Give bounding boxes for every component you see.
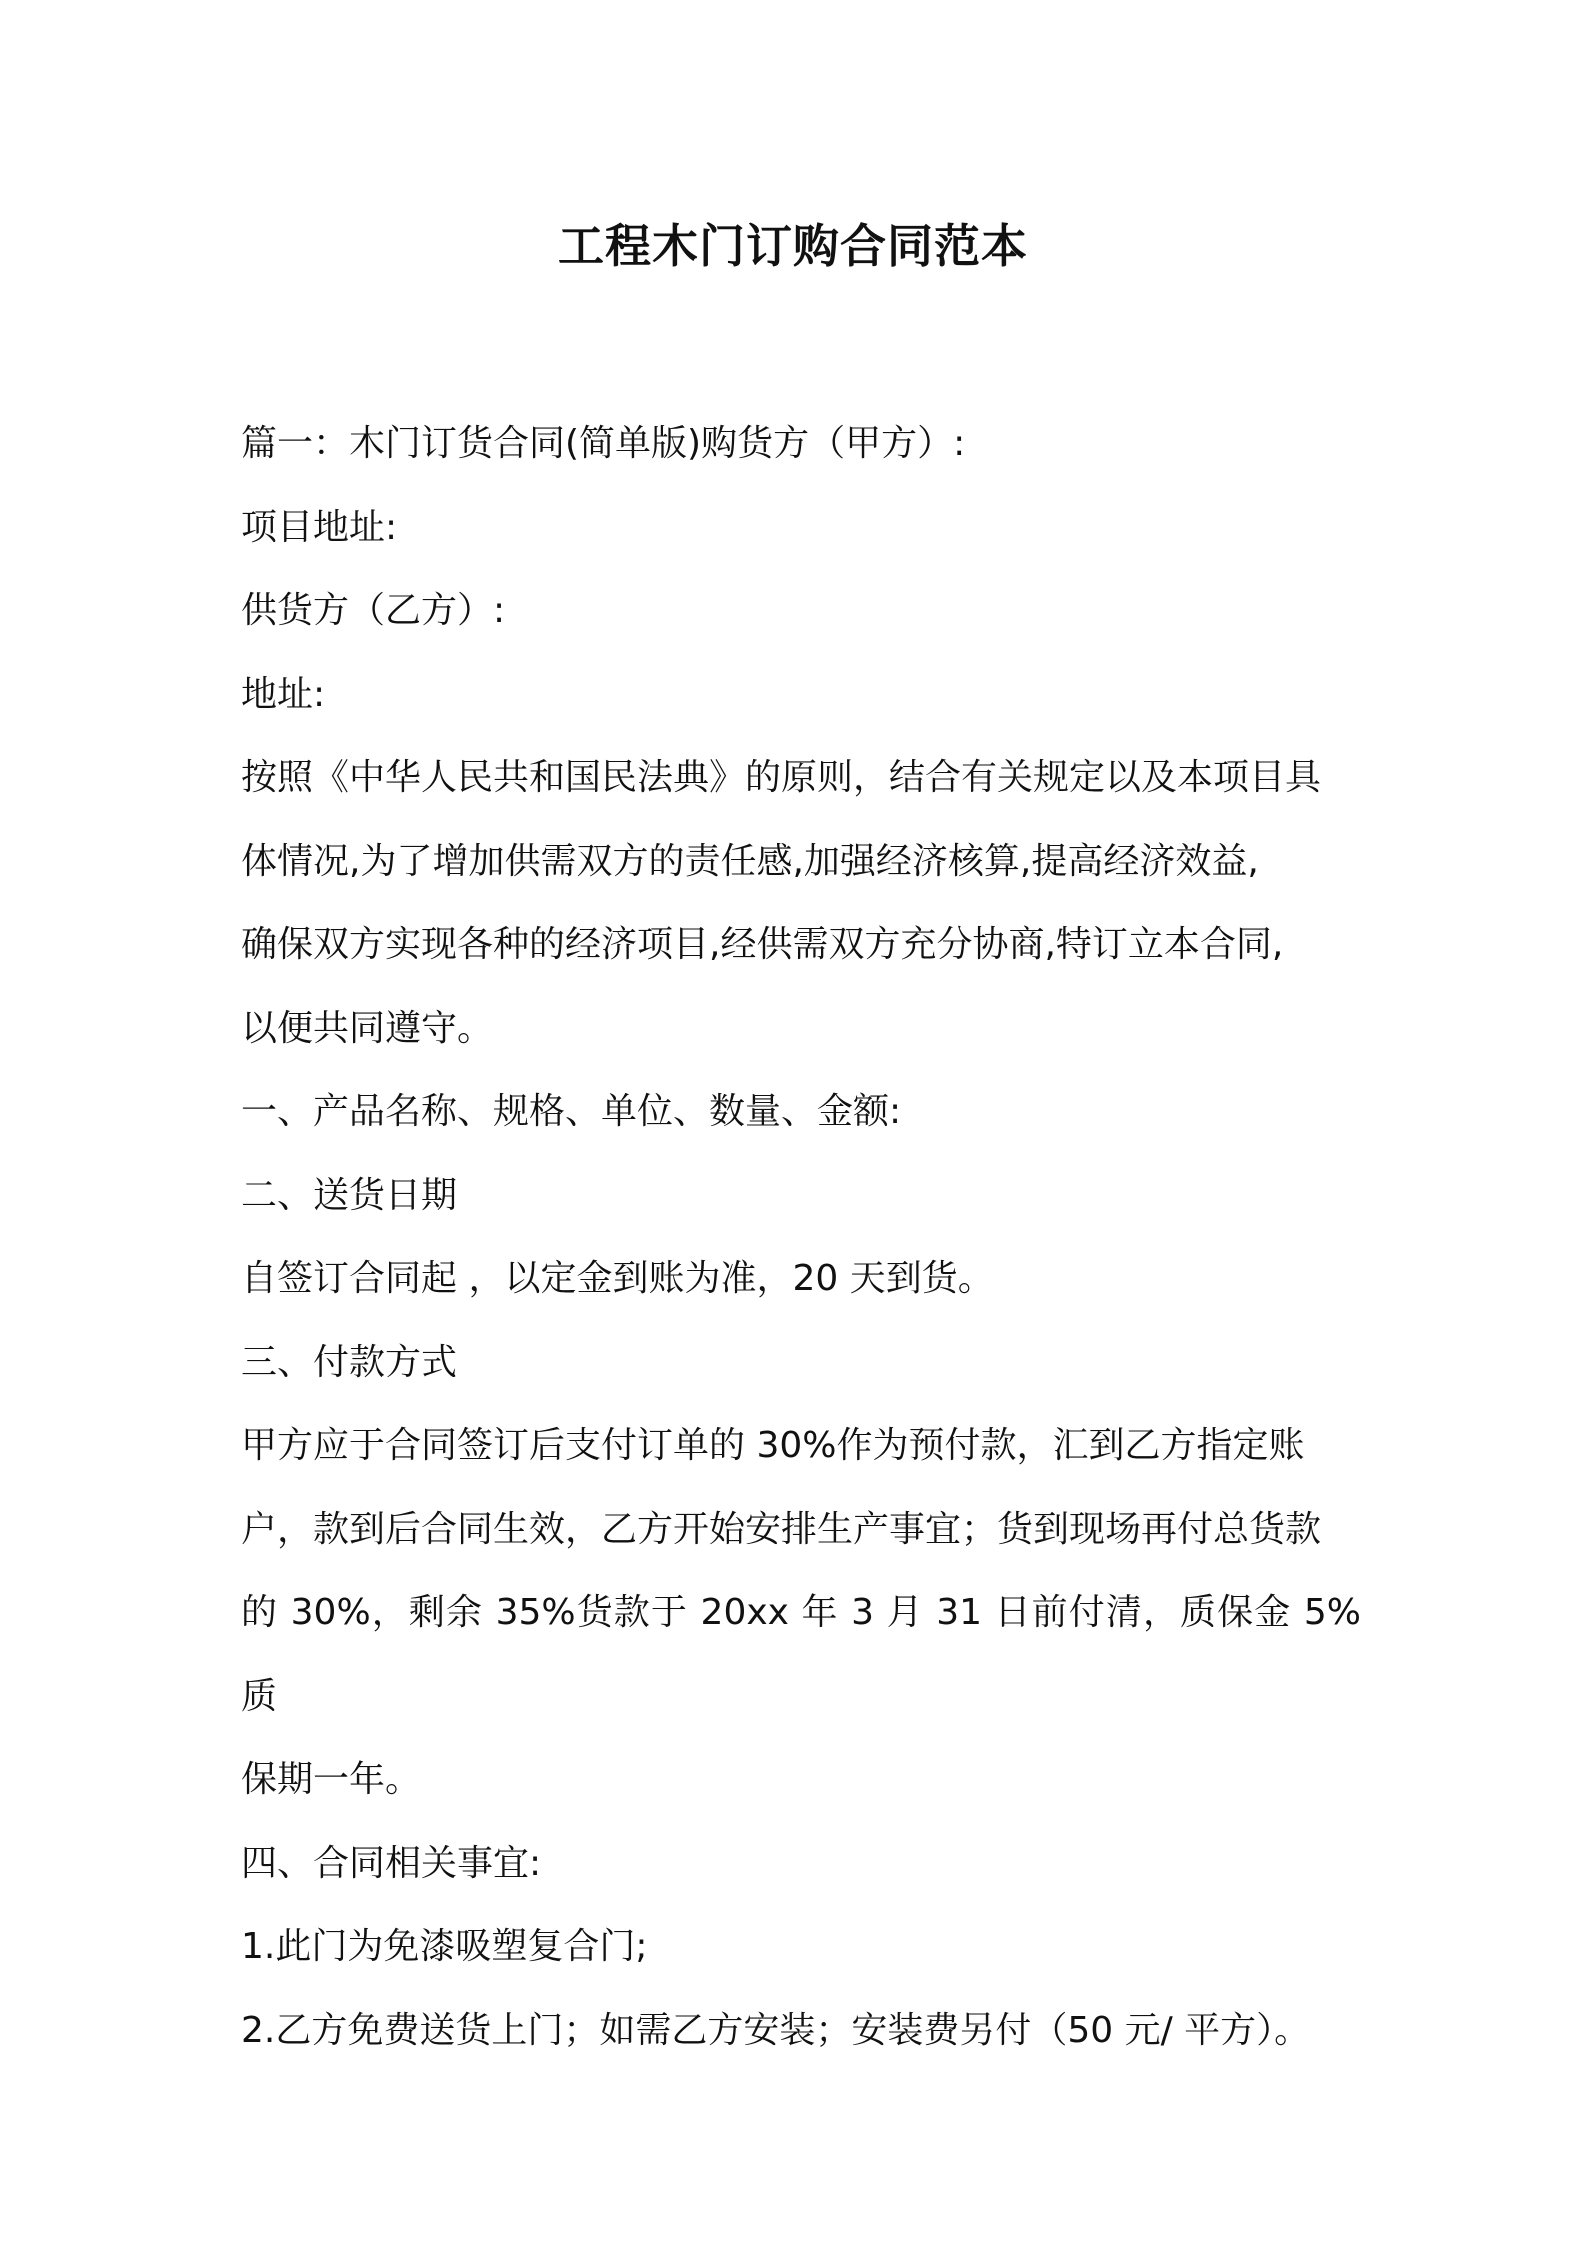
clause-heading-products: 一、产品名称、规格、单位、数量、金额: <box>241 1091 902 1132</box>
payment-line-2: 户，款到后合同生效，乙方开始安排生产事宜；货到现场再付总货款 <box>241 1508 1322 1550</box>
field-supplier: 供货方（乙方）: <box>241 590 506 631</box>
related-matters-item-2: 2.乙方免费送货上门；如需乙方安装；安装费另付（50 元/ 平方）。 <box>241 2009 1311 2051</box>
related-matters-item-1: 1.此门为免漆吸塑复合门; <box>241 1926 648 1967</box>
clause-heading-related-matters: 四、合同相关事宜: <box>241 1842 542 1884</box>
preamble-line-4: 以便共同遵守。 <box>241 1007 494 1049</box>
clause-heading-payment: 三、付款方式 <box>241 1341 458 1383</box>
field-project-address: 项目地址: <box>241 506 398 548</box>
preamble-line-1: 按照《中华人民共和国民法典》的原则，结合有关规定以及本项目具 <box>241 757 1322 798</box>
clause-heading-delivery-date: 二、送货日期 <box>241 1174 458 1216</box>
payment-line-4: 保期一年。 <box>241 1759 422 1800</box>
field-address: 地址: <box>241 673 326 715</box>
document-body <box>241 402 1361 2072</box>
payment-line-3: 的 30%，剩余 35%货款于 20xx 年 3 月 31 日前付清，质保金 5%质 <box>241 1592 1361 1717</box>
document-title: 工程木门订购合同范本 <box>558 219 1028 273</box>
preamble-line-3: 确保双方实现各种的经济项目,经供需双方充分协商,特订立本合同, <box>241 924 1284 965</box>
payment-line-1: 甲方应于合同签订后支付订单的 30%作为预付款，汇到乙方指定账 <box>241 1425 1305 1466</box>
preamble-line-2: 体情况,为了增加供需双方的责任感,加强经济核算,提高经济效益, <box>241 840 1259 882</box>
delivery-date-text: 自签订合同起 ，以定金到账为准，20 天到货。 <box>241 1258 994 1299</box>
section-heading-part-one: 篇一：木门订货合同(简单版)购货方（甲方）: <box>241 423 966 464</box>
